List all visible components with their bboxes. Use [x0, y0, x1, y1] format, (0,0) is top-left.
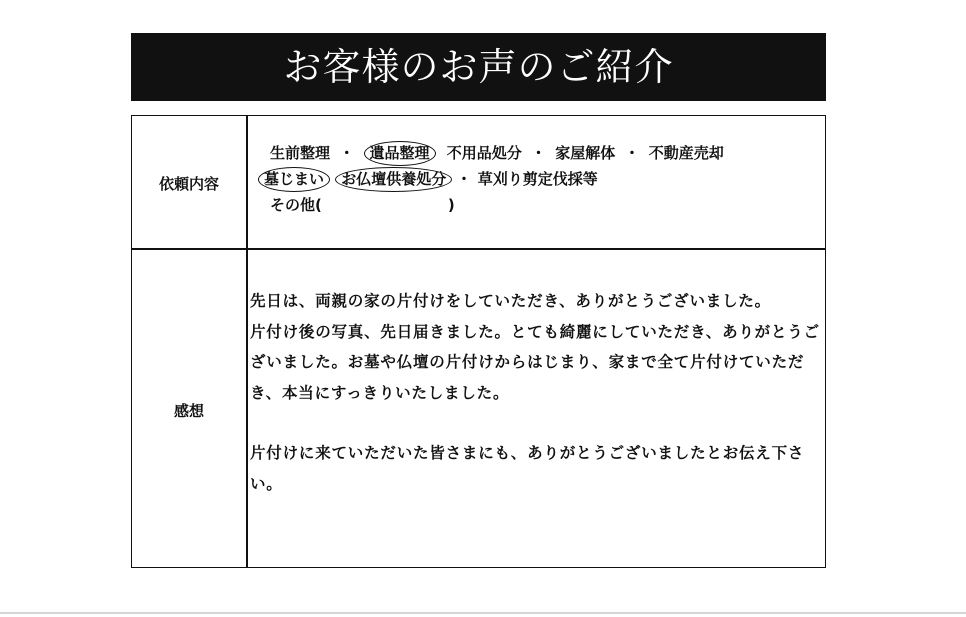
option-kaoku-kaitai: 家屋解体	[555, 144, 616, 162]
options-line-2	[258, 166, 724, 192]
request-label: 依頼内容	[158, 175, 219, 193]
option-hakajimai-circled: 墓じまい	[264, 166, 324, 192]
option-ihin-seiri-circled: 遺品整理	[370, 140, 430, 166]
impression-paragraph: 片付け後の写真、先日届きました。とても綺麗にしていただき、ありがとうございました。お墓や仏壇の片付けからはじまり、家まで全て片付けていただき、本当にすっきりいたしました。	[250, 322, 820, 402]
option-other-close: )	[447, 196, 455, 214]
options-line-3	[270, 192, 724, 218]
option-fuyouhin-shobun: 不用品処分	[446, 144, 522, 162]
testimonial-table	[131, 115, 826, 568]
paragraph-gap	[250, 408, 822, 438]
request-options	[264, 140, 724, 218]
impression-paragraph: 片付けに来ていただいた皆さまにも、ありがとうございましたとお伝え下さい。	[250, 444, 805, 493]
separator: ・	[339, 144, 355, 162]
option-fudousan-baikyaku: 不動産売却	[648, 144, 724, 162]
separator: ・	[531, 144, 547, 162]
impression-label: 感想	[173, 402, 204, 420]
separator: ・	[456, 170, 472, 188]
title-banner	[131, 33, 826, 101]
separator: ・	[624, 144, 640, 162]
option-seizen-seiri: 生前整理	[270, 144, 331, 162]
options-line-1	[270, 140, 724, 166]
impression-text	[250, 286, 822, 499]
option-kusakari-sentei: 草刈り剪定伐採等	[477, 170, 598, 188]
option-other-label: その他(	[270, 196, 322, 214]
page-title: お客様のお声のご紹介	[283, 45, 674, 89]
option-butsudan-kuyou-circled: お仏壇供養処分	[341, 166, 446, 192]
row-divider	[132, 248, 825, 250]
scan-edge-line	[0, 612, 966, 614]
impression-paragraph: 先日は、両親の家の片付けをしていただき、ありがとうございました。	[250, 292, 771, 310]
column-divider	[246, 116, 248, 567]
